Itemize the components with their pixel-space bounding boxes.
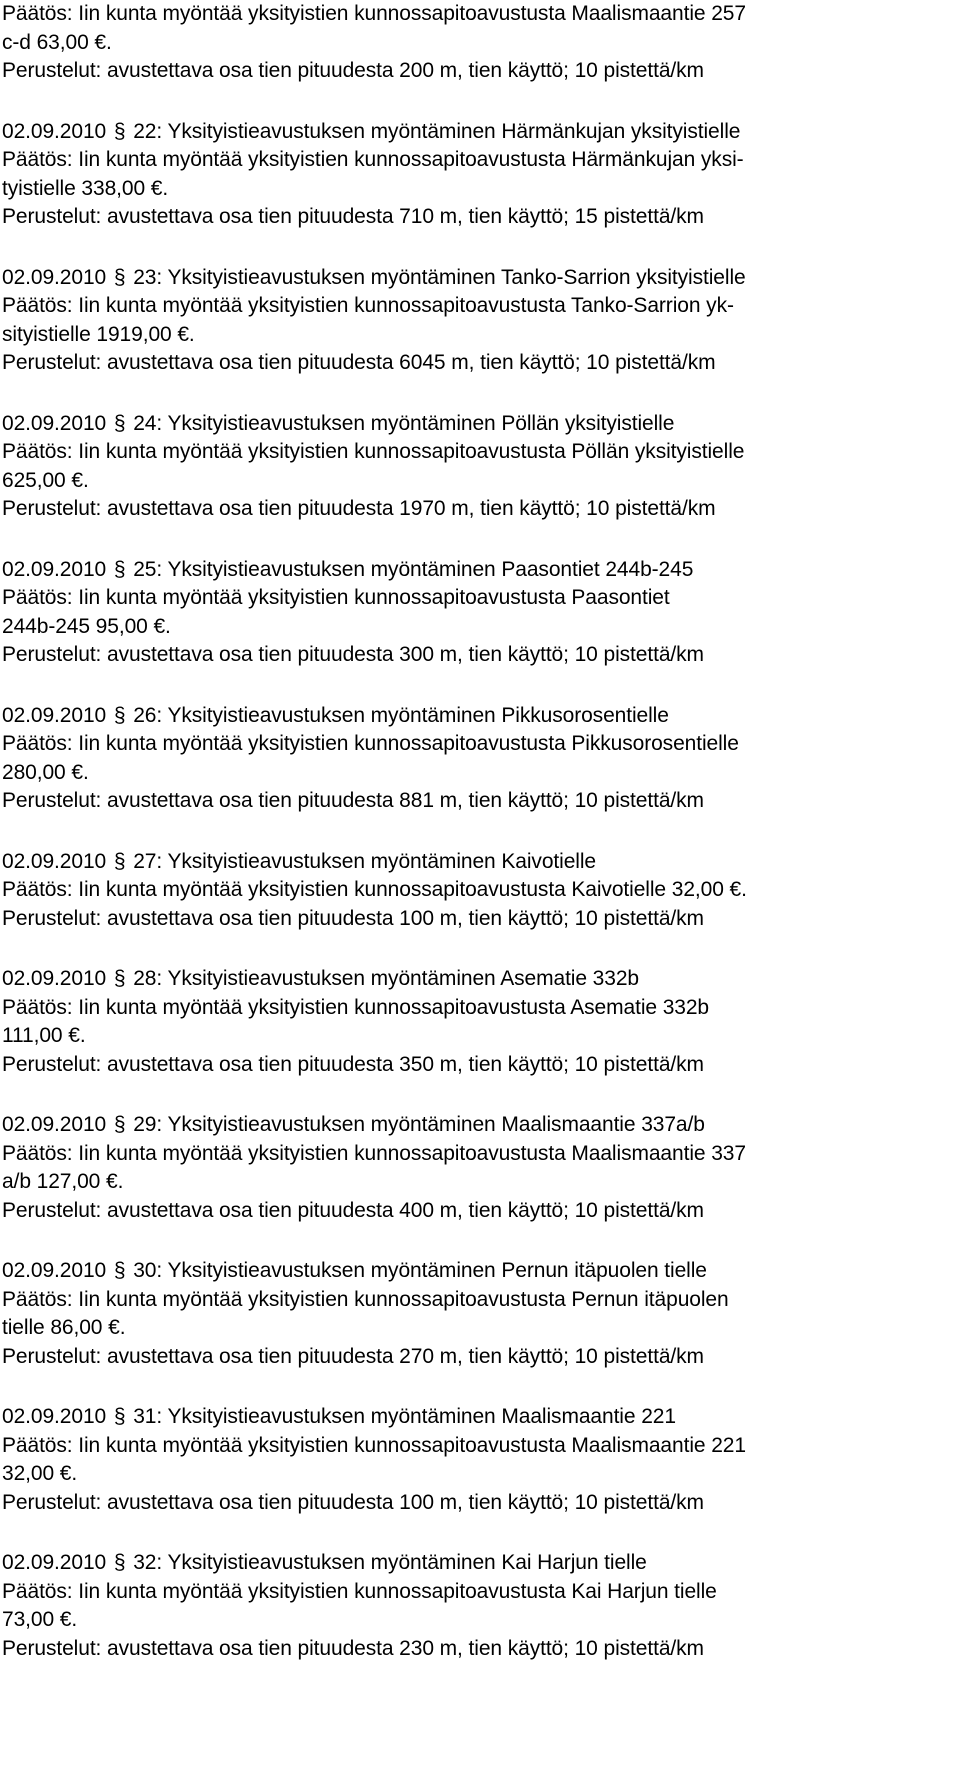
entry-decision-line: 244b-245 95,00 €. <box>2 614 171 638</box>
entry-decision-line: Päätös: Iin kunta myöntää yksityistien kunnossapitoavustusta Kaivotielle 32,00 €. <box>2 878 747 901</box>
entry-decision-line: 625,00 €. <box>2 468 89 492</box>
decision-entry <box>2 848 960 934</box>
entry-decision-line: tyistielle 338,00 €. <box>2 176 169 200</box>
intro-decision-line: Päätös: Iin kunta myöntää yksityistien kunnossapitoavustusta Maalismaantie 257 <box>2 2 746 25</box>
entry-date: 02.09.2010 <box>2 411 107 435</box>
entry-title: 28: Yksityistieavustuksen myöntäminen Asematie 332b <box>133 967 639 990</box>
entry-reasoning-line: Perustelut: avustettava osa tien pituudesta 100 m, tien käyttö; 10 pistettä/km <box>2 1490 704 1514</box>
entry-decision-line: 111,00 €. <box>2 1024 86 1047</box>
section-mark: § <box>113 1551 126 1574</box>
entry-reasoning-line: Perustelut: avustettava osa tien pituudesta 881 m, tien käyttö; 10 pistettä/km <box>2 789 704 812</box>
entry-decision-line: a/b 127,00 €. <box>2 1170 124 1193</box>
entry-date: 02.09.2010 <box>2 1405 107 1428</box>
entry-reasoning-line: Perustelut: avustettava osa tien pituudesta 400 m, tien käyttö; 10 pistettä/km <box>2 1198 704 1222</box>
entry-date: 02.09.2010 <box>2 849 107 873</box>
entry-decision-line: Päätös: Iin kunta myöntää yksityistien kunnossapitoavustusta Pernun itäpuolen <box>2 1287 729 1311</box>
entry-decision-line: Päätös: Iin kunta myöntää yksityistien kunnossapitoavustusta Pöllän yksityistielle <box>2 440 745 463</box>
entry-title: 30: Yksityistieavustuksen myöntäminen Pernun itäpuolen tielle <box>133 1259 707 1282</box>
entry-heading <box>2 965 960 994</box>
entry-title: 23: Yksityistieavustuksen myöntäminen Tanko-Sarrion yksityistielle <box>133 265 746 289</box>
decision-entry <box>2 1403 960 1517</box>
entry-date: 02.09.2010 <box>2 1551 107 1574</box>
decision-entry <box>2 1257 960 1371</box>
intro-decision-line: c-d 63,00 €. <box>2 30 112 54</box>
entry-reasoning-line: Perustelut: avustettava osa tien pituudesta 230 m, tien käyttö; 10 pistettä/km <box>2 1636 704 1660</box>
entry-heading <box>2 410 960 439</box>
intro-block <box>2 0 960 86</box>
decision-entry <box>2 1111 960 1225</box>
entry-decision-line: Päätös: Iin kunta myöntää yksityistien kunnossapitoavustusta Tanko-Sarrion yk- <box>2 294 734 317</box>
entry-decision-line: 73,00 €. <box>2 1608 78 1631</box>
entry-decision-line: sityistielle 1919,00 €. <box>2 322 195 346</box>
entry-decision-line: 32,00 €. <box>2 1462 78 1485</box>
intro-reasoning-line: Perustelut: avustettava osa tien pituudesta 200 m, tien käyttö; 10 pistettä/km <box>2 59 704 82</box>
entry-title: 22: Yksityistieavustuksen myöntäminen Härmänkujan yksityistielle <box>133 119 741 143</box>
entry-date: 02.09.2010 <box>2 1259 107 1282</box>
section-mark: § <box>113 1259 126 1282</box>
entry-heading <box>2 264 960 293</box>
entry-reasoning-line: Perustelut: avustettava osa tien pituudesta 710 m, tien käyttö; 15 pistettä/km <box>2 205 704 228</box>
entry-heading <box>2 556 960 585</box>
entry-heading <box>2 702 960 731</box>
entry-title: 32: Yksityistieavustuksen myöntäminen Kai Harjun tielle <box>133 1551 647 1574</box>
entry-title: 27: Yksityistieavustuksen myöntäminen Kaivotielle <box>133 849 596 873</box>
entry-title: 31: Yksityistieavustuksen myöntäminen Maalismaantie 221 <box>133 1405 676 1428</box>
entry-heading <box>2 1111 960 1140</box>
decision-entry <box>2 965 960 1079</box>
decision-entry <box>2 410 960 524</box>
decision-entry <box>2 264 960 378</box>
entry-decision-line: Päätös: Iin kunta myöntää yksityistien kunnossapitoavustusta Paasontiet <box>2 586 670 609</box>
decision-entry <box>2 702 960 816</box>
entry-decision-line: Päätös: Iin kunta myöntää yksityistien kunnossapitoavustusta Maalismaantie 221 <box>2 1433 746 1457</box>
entry-date: 02.09.2010 <box>2 1113 107 1136</box>
entry-title: 26: Yksityistieavustuksen myöntäminen Pikkusorosentielle <box>133 703 669 727</box>
entry-reasoning-line: Perustelut: avustettava osa tien pituudesta 270 m, tien käyttö; 10 pistettä/km <box>2 1344 704 1368</box>
section-mark: § <box>113 967 126 990</box>
entry-date: 02.09.2010 <box>2 119 107 143</box>
section-mark: § <box>113 1113 126 1136</box>
entry-reasoning-line: Perustelut: avustettava osa tien pituudesta 6045 m, tien käyttö; 10 pistettä/km <box>2 351 716 374</box>
section-mark: § <box>113 849 126 873</box>
entry-date: 02.09.2010 <box>2 557 107 581</box>
entry-title: 29: Yksityistieavustuksen myöntäminen Maalismaantie 337a/b <box>133 1113 705 1136</box>
entry-decision-line: Päätös: Iin kunta myöntää yksityistien kunnossapitoavustusta Asematie 332b <box>2 995 710 1019</box>
decision-entry <box>2 118 960 232</box>
entry-date: 02.09.2010 <box>2 967 107 990</box>
entry-reasoning-line: Perustelut: avustettava osa tien pituudesta 1970 m, tien käyttö; 10 pistettä/km <box>2 497 716 520</box>
entry-title: 25: Yksityistieavustuksen myöntäminen Paasontiet 244b-245 <box>133 557 694 581</box>
decision-entry <box>2 556 960 670</box>
entry-heading <box>2 848 960 877</box>
entries-list <box>2 118 960 1664</box>
entry-reasoning-line: Perustelut: avustettava osa tien pituudesta 350 m, tien käyttö; 10 pistettä/km <box>2 1052 704 1076</box>
entry-reasoning-line: Perustelut: avustettava osa tien pituudesta 100 m, tien käyttö; 10 pistettä/km <box>2 906 704 930</box>
entry-decision-line: Päätös: Iin kunta myöntää yksityistien kunnossapitoavustusta Härmänkujan yksi- <box>2 148 744 171</box>
entry-decision-line: Päätös: Iin kunta myöntää yksityistien kunnossapitoavustusta Maalismaantie 337 <box>2 1141 746 1165</box>
entry-decision-line: tielle 86,00 €. <box>2 1316 126 1339</box>
entry-decision-line: Päätös: Iin kunta myöntää yksityistien kunnossapitoavustusta Pikkusorosentielle <box>2 732 739 755</box>
section-mark: § <box>113 1405 126 1428</box>
entry-decision-line: 280,00 €. <box>2 760 89 784</box>
entry-heading <box>2 118 960 147</box>
entry-decision-line: Päätös: Iin kunta myöntää yksityistien kunnossapitoavustusta Kai Harjun tielle <box>2 1579 717 1603</box>
entry-date: 02.09.2010 <box>2 265 107 289</box>
entry-heading <box>2 1257 960 1286</box>
entry-reasoning-line: Perustelut: avustettava osa tien pituudesta 300 m, tien käyttö; 10 pistettä/km <box>2 643 704 666</box>
section-mark: § <box>113 265 126 289</box>
section-mark: § <box>113 119 126 143</box>
section-mark: § <box>113 557 126 581</box>
section-mark: § <box>113 411 126 435</box>
decision-entry <box>2 1549 960 1663</box>
entry-date: 02.09.2010 <box>2 703 107 727</box>
entry-heading <box>2 1549 960 1578</box>
section-mark: § <box>113 703 126 727</box>
entry-title: 24: Yksityistieavustuksen myöntäminen Pöllän yksityistielle <box>133 411 675 435</box>
entry-heading <box>2 1403 960 1432</box>
